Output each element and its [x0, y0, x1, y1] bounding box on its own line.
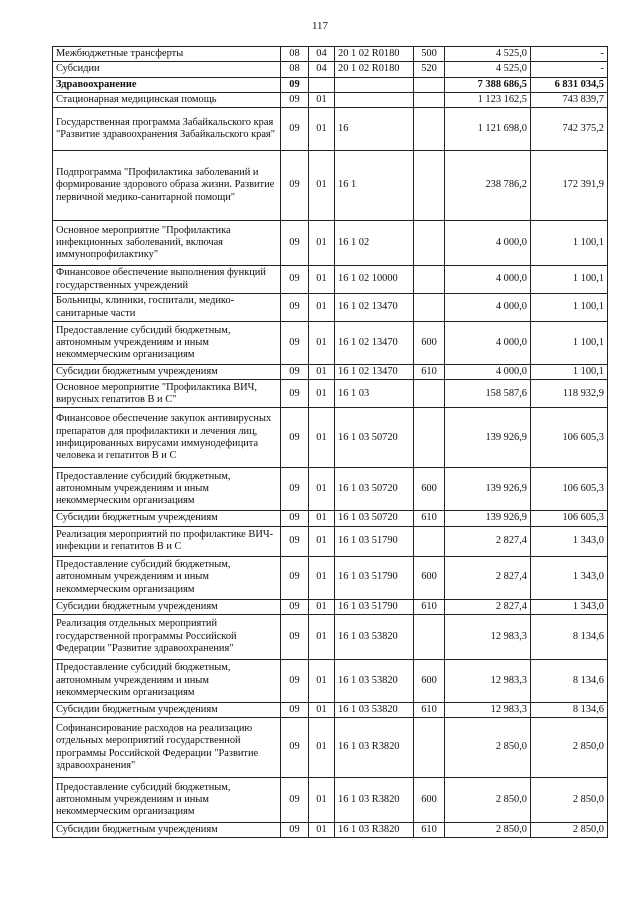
expense-type-code-cell: 600 [414, 468, 445, 511]
expense-type-code-cell [414, 718, 445, 778]
amount-second-year-cell: 1 343,0 [531, 599, 608, 614]
item-name-cell: Государственная программа Забайкальского края "Развитие здравоохранения Забайкальского края" [53, 108, 281, 151]
section-code-cell: 09 [281, 322, 309, 365]
budget-table-body [53, 47, 608, 838]
amount-second-year-cell: 1 100,1 [531, 322, 608, 365]
amount-first-year-cell: 2 850,0 [445, 778, 531, 823]
amount-second-year-cell: 2 850,0 [531, 778, 608, 823]
table-row [53, 702, 608, 717]
amount-first-year-cell: 2 850,0 [445, 823, 531, 838]
expense-type-code-cell: 520 [414, 62, 445, 77]
amount-second-year-cell: 1 343,0 [531, 526, 608, 556]
item-name-cell: Основное мероприятие "Профилактика ВИЧ, вирусных гепатитов В и С" [53, 380, 281, 408]
target-item-code-cell: 16 1 02 13470 [335, 294, 414, 322]
table-row [53, 108, 608, 151]
amount-first-year-cell: 4 000,0 [445, 266, 531, 294]
table-row [53, 468, 608, 511]
expense-type-code-cell [414, 151, 445, 221]
expense-type-code-cell: 610 [414, 702, 445, 717]
amount-first-year-cell: 139 926,9 [445, 408, 531, 468]
table-row [53, 778, 608, 823]
expense-type-code-cell: 610 [414, 511, 445, 526]
amount-first-year-cell: 12 983,3 [445, 659, 531, 702]
amount-second-year-cell: 1 100,1 [531, 365, 608, 380]
target-item-code-cell: 16 1 02 13470 [335, 322, 414, 365]
target-item-code-cell: 16 1 03 53820 [335, 614, 414, 659]
target-item-code-cell: 20 1 02 R0180 [335, 62, 414, 77]
item-name-cell: Субсидии бюджетным учреждениям [53, 511, 281, 526]
table-row [53, 266, 608, 294]
amount-first-year-cell: 1 121 698,0 [445, 108, 531, 151]
section-code-cell: 09 [281, 266, 309, 294]
amount-second-year-cell: 743 839,7 [531, 92, 608, 107]
subsection-code-cell: 01 [309, 322, 335, 365]
expense-type-code-cell [414, 294, 445, 322]
expense-type-code-cell [414, 221, 445, 266]
table-row [53, 322, 608, 365]
amount-first-year-cell: 4 000,0 [445, 294, 531, 322]
budget-table [52, 46, 608, 838]
target-item-code-cell: 16 1 03 50720 [335, 511, 414, 526]
subsection-code-cell: 01 [309, 468, 335, 511]
section-code-cell: 09 [281, 151, 309, 221]
target-item-code-cell: 16 1 02 10000 [335, 266, 414, 294]
amount-first-year-cell: 2 827,4 [445, 556, 531, 599]
section-code-cell: 09 [281, 468, 309, 511]
target-item-code-cell: 16 1 03 R3820 [335, 718, 414, 778]
item-name-cell: Подпрограмма "Профилактика заболеваний и формирование здорового образа жизни. Развитие первичной медико-санитарной помощи" [53, 151, 281, 221]
expense-type-code-cell: 610 [414, 365, 445, 380]
item-name-cell: Больницы, клиники, госпитали, медико-санитарные части [53, 294, 281, 322]
amount-first-year-cell: 4 000,0 [445, 365, 531, 380]
expense-type-code-cell: 600 [414, 659, 445, 702]
amount-second-year-cell: 106 605,3 [531, 408, 608, 468]
table-row [53, 408, 608, 468]
target-item-code-cell: 16 1 03 50720 [335, 468, 414, 511]
subsection-code-cell: 01 [309, 823, 335, 838]
amount-second-year-cell: 8 134,6 [531, 702, 608, 717]
subsection-code-cell: 01 [309, 294, 335, 322]
section-code-cell: 09 [281, 221, 309, 266]
table-row [53, 526, 608, 556]
amount-first-year-cell: 4 525,0 [445, 62, 531, 77]
section-code-cell: 09 [281, 599, 309, 614]
expense-type-code-cell: 600 [414, 322, 445, 365]
item-name-cell: Предоставление субсидий бюджетным, автономным учреждениям и иным некоммерческим организациям [53, 556, 281, 599]
subsection-code-cell: 01 [309, 778, 335, 823]
item-name-cell: Реализация отдельных мероприятий государственной программы Российской Федерации "Развитие здравоохранения" [53, 614, 281, 659]
item-name-cell: Стационарная медицинская помощь [53, 92, 281, 107]
expense-type-code-cell: 610 [414, 599, 445, 614]
target-item-code-cell: 16 1 03 [335, 380, 414, 408]
amount-second-year-cell: 2 850,0 [531, 718, 608, 778]
amount-second-year-cell: 1 100,1 [531, 221, 608, 266]
subsection-code-cell: 01 [309, 556, 335, 599]
section-code-cell: 09 [281, 77, 309, 92]
amount-first-year-cell: 7 388 686,5 [445, 77, 531, 92]
amount-first-year-cell: 2 850,0 [445, 718, 531, 778]
amount-first-year-cell: 12 983,3 [445, 614, 531, 659]
item-name-cell: Субсидии [53, 62, 281, 77]
table-row [53, 380, 608, 408]
item-name-cell: Реализация мероприятий по профилактике ВИЧ-инфекции и гепатитов В и С [53, 526, 281, 556]
subsection-code-cell: 01 [309, 108, 335, 151]
amount-second-year-cell: 8 134,6 [531, 659, 608, 702]
item-name-cell: Субсидии бюджетным учреждениям [53, 599, 281, 614]
expense-type-code-cell [414, 614, 445, 659]
amount-second-year-cell: 1 100,1 [531, 266, 608, 294]
table-row [53, 62, 608, 77]
expense-type-code-cell [414, 408, 445, 468]
amount-second-year-cell: 742 375,2 [531, 108, 608, 151]
amount-first-year-cell: 4 525,0 [445, 47, 531, 62]
expense-type-code-cell [414, 526, 445, 556]
subsection-code-cell: 04 [309, 47, 335, 62]
section-code-cell: 09 [281, 108, 309, 151]
item-name-cell: Финансовое обеспечение выполнения функций государственных учреждений [53, 266, 281, 294]
expense-type-code-cell [414, 108, 445, 151]
subsection-code-cell: 01 [309, 526, 335, 556]
subsection-code-cell: 01 [309, 614, 335, 659]
amount-second-year-cell: 106 605,3 [531, 468, 608, 511]
page-number: 117 [311, 20, 329, 32]
amount-first-year-cell: 2 827,4 [445, 599, 531, 614]
item-name-cell: Финансовое обеспечение закупок антивирусных препаратов для профилактики и лечения лиц, инфицированных вирусами иммунодефицита человека и гепатитов В и С [53, 408, 281, 468]
table-row [53, 92, 608, 107]
target-item-code-cell: 16 1 02 13470 [335, 365, 414, 380]
target-item-code-cell: 16 1 03 50720 [335, 408, 414, 468]
section-code-cell: 08 [281, 62, 309, 77]
expense-type-code-cell: 610 [414, 823, 445, 838]
amount-second-year-cell: 1 343,0 [531, 556, 608, 599]
item-name-cell: Субсидии бюджетным учреждениям [53, 823, 281, 838]
item-name-cell: Субсидии бюджетным учреждениям [53, 702, 281, 717]
section-code-cell: 09 [281, 614, 309, 659]
table-row [53, 365, 608, 380]
section-code-cell: 09 [281, 365, 309, 380]
amount-second-year-cell: - [531, 47, 608, 62]
table-row [53, 823, 608, 838]
subsection-code-cell: 01 [309, 511, 335, 526]
item-name-cell: Предоставление субсидий бюджетным, автономным учреждениям и иным некоммерческим организациям [53, 322, 281, 365]
target-item-code-cell: 16 1 03 53820 [335, 659, 414, 702]
section-code-cell: 09 [281, 556, 309, 599]
table-row [53, 221, 608, 266]
amount-second-year-cell: 1 100,1 [531, 294, 608, 322]
subsection-code-cell: 01 [309, 599, 335, 614]
item-name-cell: Субсидии бюджетным учреждениям [53, 365, 281, 380]
target-item-code-cell: 16 [335, 108, 414, 151]
target-item-code-cell: 20 1 02 R0180 [335, 47, 414, 62]
section-code-cell: 09 [281, 659, 309, 702]
item-name-cell: Основное мероприятие "Профилактика инфекционных заболеваний, включая иммунопрофилактику" [53, 221, 281, 266]
table-row [53, 614, 608, 659]
amount-second-year-cell: 6 831 034,5 [531, 77, 608, 92]
expense-type-code-cell [414, 380, 445, 408]
section-code-cell: 09 [281, 823, 309, 838]
target-item-code-cell: 16 1 02 [335, 221, 414, 266]
subsection-code-cell: 01 [309, 718, 335, 778]
amount-second-year-cell: 172 391,9 [531, 151, 608, 221]
expense-type-code-cell: 600 [414, 778, 445, 823]
item-name-cell: Межбюджетные трансферты [53, 47, 281, 62]
target-item-code-cell [335, 92, 414, 107]
table-row [53, 47, 608, 62]
table-row [53, 718, 608, 778]
section-code-cell: 09 [281, 526, 309, 556]
amount-second-year-cell: 118 932,9 [531, 380, 608, 408]
table-row [53, 151, 608, 221]
subsection-code-cell: 01 [309, 221, 335, 266]
table-row [53, 659, 608, 702]
subsection-code-cell: 04 [309, 62, 335, 77]
subsection-code-cell: 01 [309, 702, 335, 717]
amount-second-year-cell: 8 134,6 [531, 614, 608, 659]
target-item-code-cell [335, 77, 414, 92]
target-item-code-cell: 16 1 03 51790 [335, 526, 414, 556]
section-code-cell: 09 [281, 702, 309, 717]
amount-first-year-cell: 139 926,9 [445, 468, 531, 511]
expense-type-code-cell [414, 77, 445, 92]
subsection-code-cell [309, 77, 335, 92]
subsection-code-cell: 01 [309, 92, 335, 107]
item-name-cell: Предоставление субсидий бюджетным, автономным учреждениям и иным некоммерческим организациям [53, 778, 281, 823]
amount-first-year-cell: 238 786,2 [445, 151, 531, 221]
item-name-cell: Здравоохранение [53, 77, 281, 92]
item-name-cell: Предоставление субсидий бюджетным, автономным учреждениям и иным некоммерческим организациям [53, 468, 281, 511]
target-item-code-cell: 16 1 03 51790 [335, 556, 414, 599]
table-row [53, 77, 608, 92]
target-item-code-cell: 16 1 03 51790 [335, 599, 414, 614]
subsection-code-cell: 01 [309, 151, 335, 221]
section-code-cell: 09 [281, 92, 309, 107]
expense-type-code-cell [414, 266, 445, 294]
section-code-cell: 08 [281, 47, 309, 62]
section-code-cell: 09 [281, 408, 309, 468]
table-row [53, 511, 608, 526]
amount-second-year-cell: 2 850,0 [531, 823, 608, 838]
table-row [53, 599, 608, 614]
subsection-code-cell: 01 [309, 266, 335, 294]
amount-first-year-cell: 2 827,4 [445, 526, 531, 556]
amount-first-year-cell: 1 123 162,5 [445, 92, 531, 107]
amount-first-year-cell: 12 983,3 [445, 702, 531, 717]
table-row [53, 294, 608, 322]
amount-first-year-cell: 4 000,0 [445, 221, 531, 266]
target-item-code-cell: 16 1 03 R3820 [335, 778, 414, 823]
target-item-code-cell: 16 1 03 53820 [335, 702, 414, 717]
target-item-code-cell: 16 1 [335, 151, 414, 221]
section-code-cell: 09 [281, 294, 309, 322]
amount-first-year-cell: 158 587,6 [445, 380, 531, 408]
amount-second-year-cell: 106 605,3 [531, 511, 608, 526]
subsection-code-cell: 01 [309, 408, 335, 468]
subsection-code-cell: 01 [309, 659, 335, 702]
amount-first-year-cell: 139 926,9 [445, 511, 531, 526]
expense-type-code-cell: 500 [414, 47, 445, 62]
target-item-code-cell: 16 1 03 R3820 [335, 823, 414, 838]
section-code-cell: 09 [281, 718, 309, 778]
expense-type-code-cell: 600 [414, 556, 445, 599]
expense-type-code-cell [414, 92, 445, 107]
subsection-code-cell: 01 [309, 380, 335, 408]
section-code-cell: 09 [281, 778, 309, 823]
item-name-cell: Софинансирование расходов на реализацию отдельных мероприятий государственной программы Российской Федерации "Развитие здравоохранения" [53, 718, 281, 778]
subsection-code-cell: 01 [309, 365, 335, 380]
item-name-cell: Предоставление субсидий бюджетным, автономным учреждениям и иным некоммерческим организациям [53, 659, 281, 702]
section-code-cell: 09 [281, 380, 309, 408]
section-code-cell: 09 [281, 511, 309, 526]
amount-first-year-cell: 4 000,0 [445, 322, 531, 365]
amount-second-year-cell: - [531, 62, 608, 77]
table-row [53, 556, 608, 599]
